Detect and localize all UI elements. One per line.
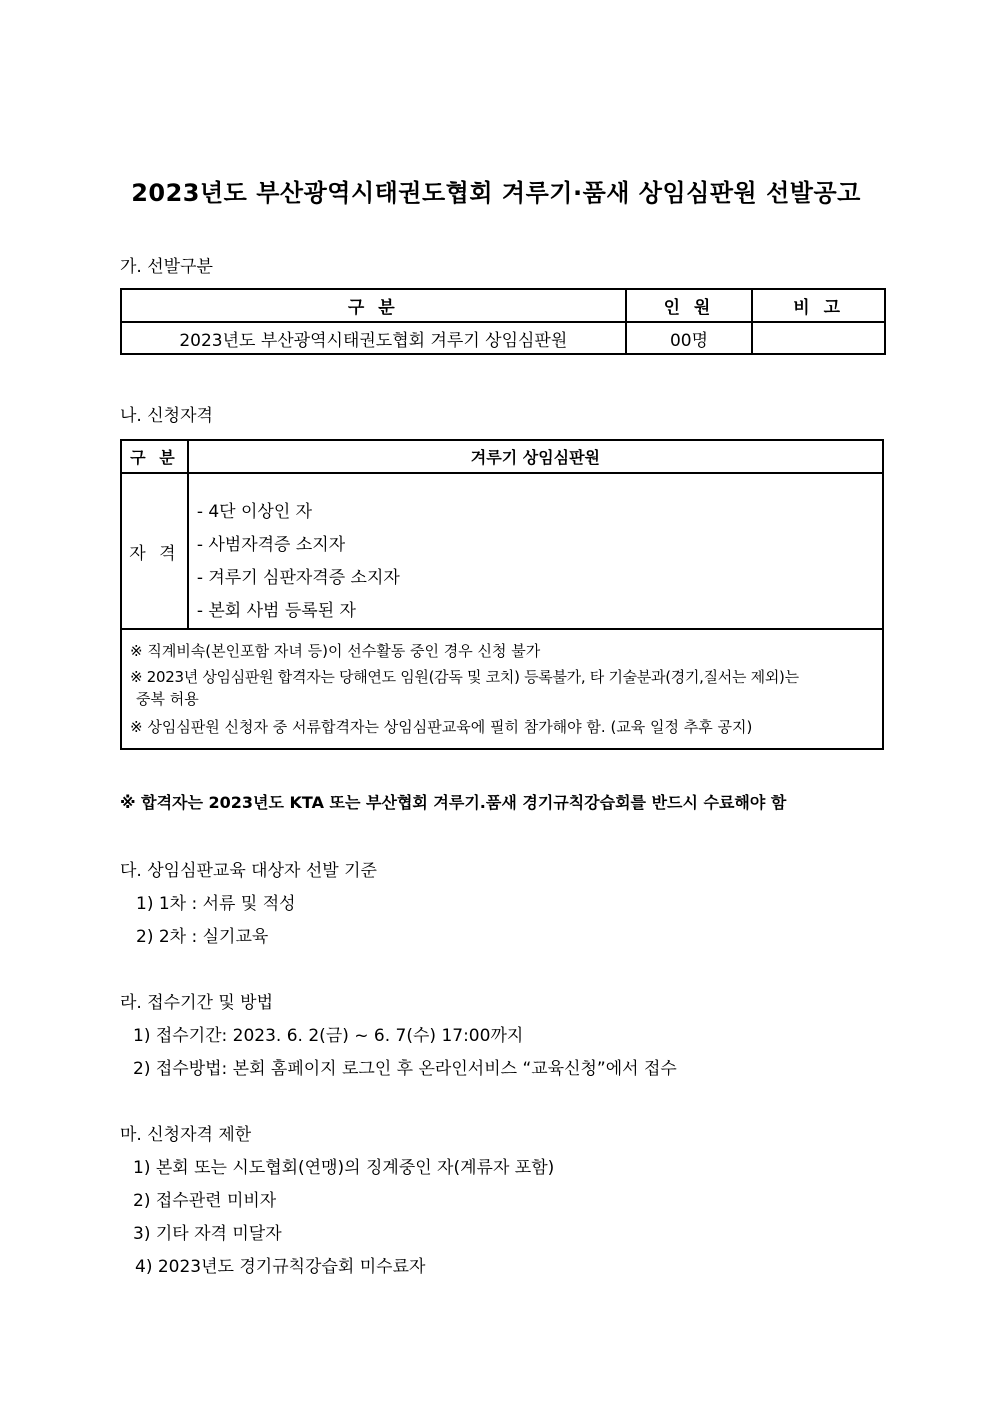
header-role: 겨루기 상임심판원 xyxy=(188,440,883,473)
qualification-row xyxy=(121,473,883,629)
list-item: 2) 접수관련 미비자 xyxy=(133,1191,277,1211)
qualification-list xyxy=(188,473,883,629)
note-registration xyxy=(130,666,876,710)
header-category: 구 분 xyxy=(121,289,626,322)
section-ma-heading: 마. 신청자격 제한 xyxy=(120,1125,252,1145)
list-item: - 본회 사범 등록된 자 xyxy=(196,601,356,621)
note-family: ※ 직계비속(본인포함 자녀 등)이 선수활동 중인 경우 신청 불가 xyxy=(130,642,541,660)
section-da-heading: 다. 상임심판교육 대상자 선발 기준 xyxy=(120,861,377,881)
note-registration-line2: 중복 허용 xyxy=(136,690,199,708)
document-title: 2023년도 부산광역시태권도협회 겨루기·품새 상임심판원 선발공고 xyxy=(131,179,861,207)
list-item: 4) 2023년도 경기규칙강습회 미수료자 xyxy=(135,1257,426,1277)
row-count: 00명 xyxy=(626,322,753,354)
notes-cell xyxy=(121,629,883,749)
list-item: 2) 2차 : 실기교육 xyxy=(136,927,269,947)
section-na-heading: 나. 신청자격 xyxy=(120,406,213,426)
qualification-table xyxy=(120,439,884,750)
row-note xyxy=(752,322,885,354)
list-item: - 겨루기 심판자격증 소지자 xyxy=(196,568,400,588)
header-category: 구 분 xyxy=(121,440,188,473)
header-count: 인 원 xyxy=(626,289,753,322)
selection-table xyxy=(120,288,886,355)
header-note: 비 고 xyxy=(752,289,885,322)
note-registration-line1: ※ 2023년 상임심판원 합격자는 당해연도 임원(감독 및 코치) 등록불가, 타 기술분과(경기,질서는 제외)는 xyxy=(130,668,799,686)
list-item: 1) 1차 : 서류 및 적성 xyxy=(136,894,296,914)
notes-row xyxy=(121,629,883,749)
qualification-label: 자 격 xyxy=(121,473,188,629)
note-education: ※ 상임심판원 신청자 중 서류합격자는 상임심판교육에 필히 참가해야 함. (교육 일정 추후 공지) xyxy=(130,718,753,736)
table-row xyxy=(121,322,885,354)
list-item: 1) 접수기간: 2023. 6. 2(금) ~ 6. 7(수) 17:00까지 xyxy=(133,1026,524,1046)
qualification-table-header xyxy=(121,440,883,473)
section-ra-heading: 라. 접수기간 및 방법 xyxy=(120,993,273,1013)
list-item: 1) 본회 또는 시도협회(연맹)의 징계중인 자(계류자 포함) xyxy=(133,1158,555,1178)
list-item: 3) 기타 자격 미달자 xyxy=(133,1224,282,1244)
completion-requirement-note: ※ 합격자는 2023년도 KTA 또는 부산협회 겨루기.품새 경기규칙강습회를 반드시 수료해야 함 xyxy=(120,793,787,812)
list-item: 2) 접수방법: 본회 홈페이지 로그인 후 온라인서비스 “교육신청”에서 접수 xyxy=(133,1059,677,1079)
section-ga-heading: 가. 선발구분 xyxy=(120,257,213,277)
list-item: - 4단 이상인 자 xyxy=(196,502,313,522)
list-item: - 사범자격증 소지자 xyxy=(196,535,346,555)
row-category: 2023년도 부산광역시태권도협회 겨루기 상임심판원 xyxy=(121,322,626,354)
selection-table-header xyxy=(121,289,885,322)
